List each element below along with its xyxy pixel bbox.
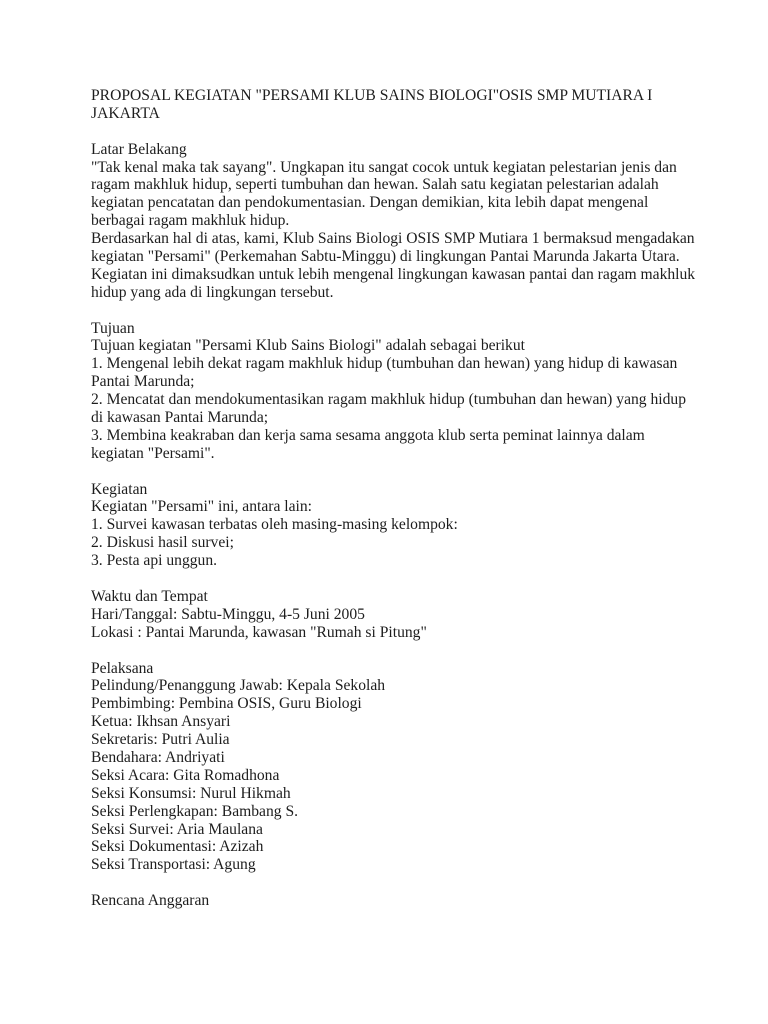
doc-line: Seksi Acara: Gita Romadhona xyxy=(91,766,280,784)
doc-line: Sekretaris: Putri Aulia xyxy=(91,731,230,749)
title-line: JAKARTA xyxy=(91,104,160,122)
doc-line: 2. Mencatat dan mendokumentasikan ragam makhluk hidup (tumbuhan dan hewan) yang hidup xyxy=(91,391,687,409)
doc-line: Ketua: Ikhsan Ansyari xyxy=(91,713,231,731)
section-heading: Kegiatan xyxy=(91,480,148,498)
doc-line: Kegiatan "Persami" ini, antara lain: xyxy=(91,498,313,516)
doc-line: 1. Mengenal lebih dekat ragam makhluk hidup (tumbuhan dan hewan) yang hidup di kawasan xyxy=(91,355,678,373)
doc-line: Seksi Transportasi: Agung xyxy=(91,856,256,874)
doc-line: "Tak kenal maka tak sayang". Ungkapan itu sangat cocok untuk kegiatan pelestarian jenis dan xyxy=(91,158,677,176)
section-rencana-anggaran xyxy=(91,892,732,910)
doc-line: hidup yang ada di lingkungan tersebut. xyxy=(91,283,334,301)
doc-line: di kawasan Pantai Marunda; xyxy=(91,409,269,427)
document-title xyxy=(91,87,732,123)
doc-line: 2. Diskusi hasil survei; xyxy=(91,534,234,552)
doc-line: 3. Membina keakraban dan kerja sama sesama anggota klub serta peminat lainnya dalam xyxy=(91,426,645,444)
section-heading: Latar Belakang xyxy=(91,140,187,158)
doc-line: kegiatan "Persami". xyxy=(91,444,215,462)
doc-line: Tujuan kegiatan "Persami Klub Sains Biologi" adalah sebagai berikut xyxy=(91,337,525,355)
doc-line: Berdasarkan hal di atas, kami, Klub Sains Biologi OSIS SMP Mutiara 1 bermaksud mengadakan xyxy=(91,230,695,248)
doc-line: Pantai Marunda; xyxy=(91,373,195,391)
doc-line: Hari/Tanggal: Sabtu-Minggu, 4-5 Juni 2005 xyxy=(91,605,365,623)
doc-line: 1. Survei kawasan terbatas oleh masing-masing kelompok: xyxy=(91,516,458,534)
title-line: PROPOSAL KEGIATAN "PERSAMI KLUB SAINS BIOLOGI"OSIS SMP MUTIARA I xyxy=(91,87,653,104)
section-kegiatan xyxy=(91,481,732,570)
doc-line: Kegiatan ini dimaksudkan untuk lebih mengenal lingkungan kawasan pantai dan ragam makhluk xyxy=(91,265,696,283)
section-heading: Waktu dan Tempat xyxy=(91,587,208,605)
section-heading: Pelaksana xyxy=(91,659,154,677)
section-tujuan xyxy=(91,320,732,463)
section-heading: Rencana Anggaran xyxy=(91,892,210,910)
doc-line: berbagai ragam makhluk hidup. xyxy=(91,212,290,230)
doc-line: kegiatan pencatatan dan pendokumentasian. Dengan demikian, kita lebih dapat mengenal xyxy=(91,194,649,212)
doc-line: Lokasi : Pantai Marunda, kawasan "Rumah si Pitung" xyxy=(91,623,427,641)
doc-line: Pembimbing: Pembina OSIS, Guru Biologi xyxy=(91,695,362,713)
doc-line: Pelindung/Penanggung Jawab: Kepala Sekolah xyxy=(91,677,386,695)
doc-line: Bendahara: Andriyati xyxy=(91,748,225,766)
doc-line: Seksi Perlengkapan: Bambang S. xyxy=(91,802,299,820)
doc-line: ragam makhluk hidup, seperti tumbuhan dan hewan. Salah satu kegiatan pelestarian adalah xyxy=(91,176,659,194)
section-waktu-dan-tempat xyxy=(91,588,732,642)
doc-line: kegiatan "Persami" (Perkemahan Sabtu-Minggu) di lingkungan Pantai Marunda Jakarta Utara. xyxy=(91,248,680,266)
section-heading: Tujuan xyxy=(91,319,135,337)
doc-line: Seksi Survei: Aria Maulana xyxy=(91,820,263,838)
document-page xyxy=(91,87,732,910)
section-latar-belakang xyxy=(91,141,732,302)
section-pelaksana xyxy=(91,660,732,875)
doc-line: Seksi Dokumentasi: Azizah xyxy=(91,838,264,856)
doc-line: 3. Pesta api unggun. xyxy=(91,552,218,570)
doc-line: Seksi Konsumsi: Nurul Hikmah xyxy=(91,784,291,802)
